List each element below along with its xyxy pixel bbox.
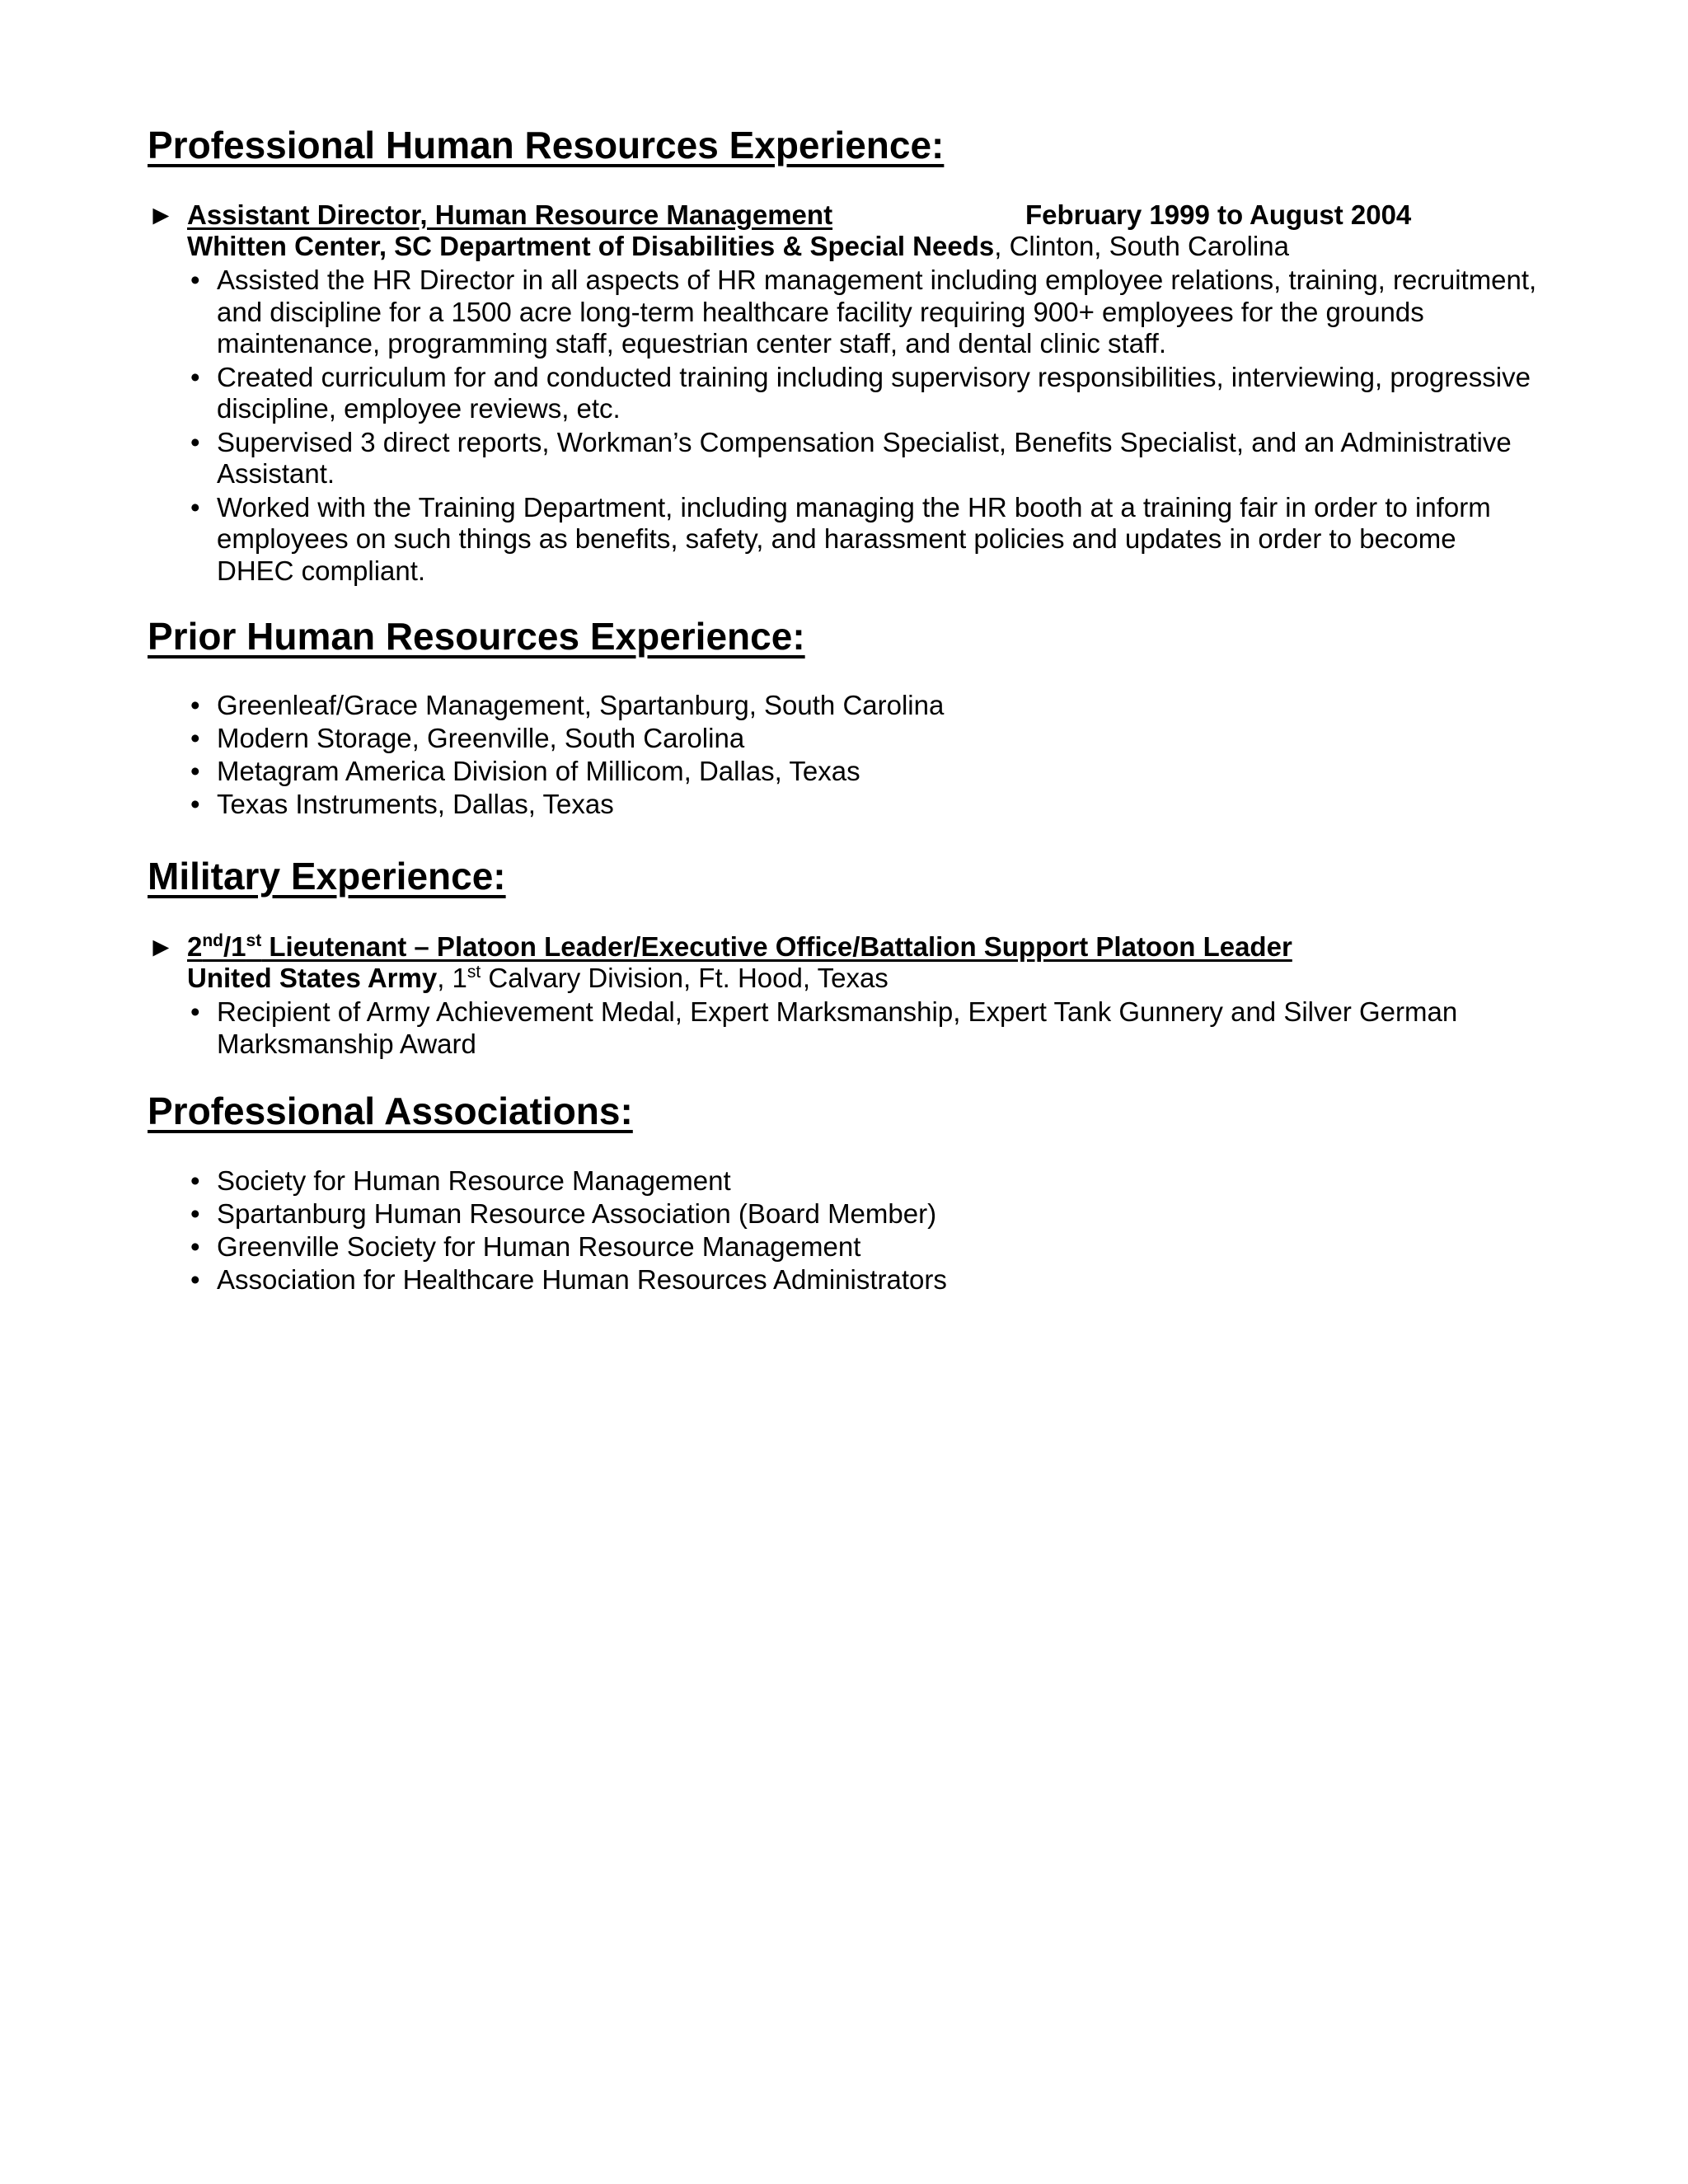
arrow-bullet-icon: ► [148, 199, 175, 230]
list-item [187, 722, 1539, 755]
bullet-dot-icon: • [190, 361, 200, 392]
list-item-text: Society for Human Resource Management [217, 1165, 731, 1196]
job-title: Assistant Director, Human Resource Management [187, 199, 833, 230]
list-item [187, 265, 1539, 360]
bullet-dot-icon: • [190, 1198, 200, 1229]
employer-line [187, 231, 1289, 262]
section-heading-professional-hr: Professional Human Resources Experience: [148, 124, 945, 166]
rank-ordinal: st [246, 931, 262, 950]
list-item-text: Modern Storage, Greenville, South Carolina [217, 723, 745, 753]
list-item [187, 427, 1539, 490]
list-item [187, 492, 1539, 588]
rank-number: /1 [223, 931, 246, 962]
list-item-text: Supervised 3 direct reports, Workman’s Compensation Specialist, Benefits Specialist, and an Administrative Assistant. [217, 426, 1512, 489]
list-item-text: Recipient of Army Achievement Medal, Expert Marksmanship, Expert Tank Gunnery and Silver German Marksmanship Award [217, 996, 1458, 1059]
associations-list [187, 1165, 1539, 1296]
bullet-dot-icon: • [190, 426, 200, 457]
military-awards-list [187, 996, 1506, 1060]
rank-ordinal: nd [202, 931, 224, 950]
military-title-text: Lieutenant – Platoon Leader/Executive Office/Battalion Support Platoon Leader [261, 931, 1292, 962]
employer-location: , Clinton, South Carolina [994, 231, 1289, 261]
list-item-text: Assisted the HR Director in all aspects of HR management including employee relations, training, recruitment, and discipline for a 1500 acre long-term healthcare facility requiring 900+ employees for the grounds maintenance, programming staff, equestrian center staff, and dental clinic staff. [217, 265, 1537, 359]
list-item [187, 1263, 1539, 1296]
bullet-dot-icon: • [190, 996, 200, 1027]
list-item-text: Spartanburg Human Resource Association (Board Member) [217, 1198, 937, 1229]
section-heading-prior-hr: Prior Human Resources Experience: [148, 615, 805, 658]
list-item-text: Texas Instruments, Dallas, Texas [217, 789, 614, 819]
military-unit-line [187, 963, 889, 994]
list-item-text: Greenville Society for Human Resource Management [217, 1231, 861, 1262]
list-item [187, 1165, 1539, 1197]
arrow-bullet-icon: ► [148, 931, 175, 962]
bullet-dot-icon: • [190, 690, 200, 720]
employer-name: Whitten Center, SC Department of Disabilities & Special Needs [187, 231, 995, 261]
list-item [187, 755, 1539, 788]
unit-ordinal: st [467, 963, 481, 982]
list-item-text: Greenleaf/Grace Management, Spartanburg, South Carolina [217, 690, 945, 720]
section-heading-associations: Professional Associations: [148, 1090, 633, 1132]
list-item-text: Metagram America Division of Millicom, Dallas, Texas [217, 756, 860, 786]
military-unit-text: Calvary Division, Ft. Hood, Texas [481, 963, 889, 993]
job-dates: February 1999 to August 2004 [1025, 199, 1412, 230]
bullet-dot-icon: • [190, 1264, 200, 1295]
list-item [187, 996, 1506, 1060]
list-item [187, 1197, 1539, 1230]
list-item-text: Association for Healthcare Human Resources Administrators [217, 1264, 947, 1295]
bullet-dot-icon: • [190, 789, 200, 819]
list-item [187, 689, 1539, 722]
list-item [187, 788, 1539, 821]
list-item [187, 362, 1539, 425]
military-entry-header [148, 931, 1292, 963]
bullet-dot-icon: • [190, 1231, 200, 1262]
prior-employers-list [187, 689, 1539, 821]
job-duties-list [187, 265, 1539, 588]
military-branch: United States Army [187, 963, 438, 993]
list-item-text: Created curriculum for and conducted training including supervisory responsibilities, interviewing, progressive discipline, employee reviews, etc. [217, 361, 1531, 424]
bullet-dot-icon: • [190, 756, 200, 786]
rank-number: 2 [187, 931, 203, 962]
bullet-dot-icon: • [190, 265, 200, 295]
bullet-dot-icon: • [190, 1165, 200, 1196]
military-title [187, 931, 1292, 962]
bullet-dot-icon: • [190, 491, 200, 523]
military-unit-text: , 1 [437, 963, 467, 993]
job-entry-header [148, 199, 832, 231]
list-item-text: Worked with the Training Department, including managing the HR booth at a training fair in order to inform employees on such things as benefits, safety, and harassment policies and updates in order to become DHEC compliant. [217, 491, 1491, 586]
section-heading-military: Military Experience: [148, 855, 506, 898]
bullet-dot-icon: • [190, 723, 200, 753]
list-item [187, 1230, 1539, 1263]
